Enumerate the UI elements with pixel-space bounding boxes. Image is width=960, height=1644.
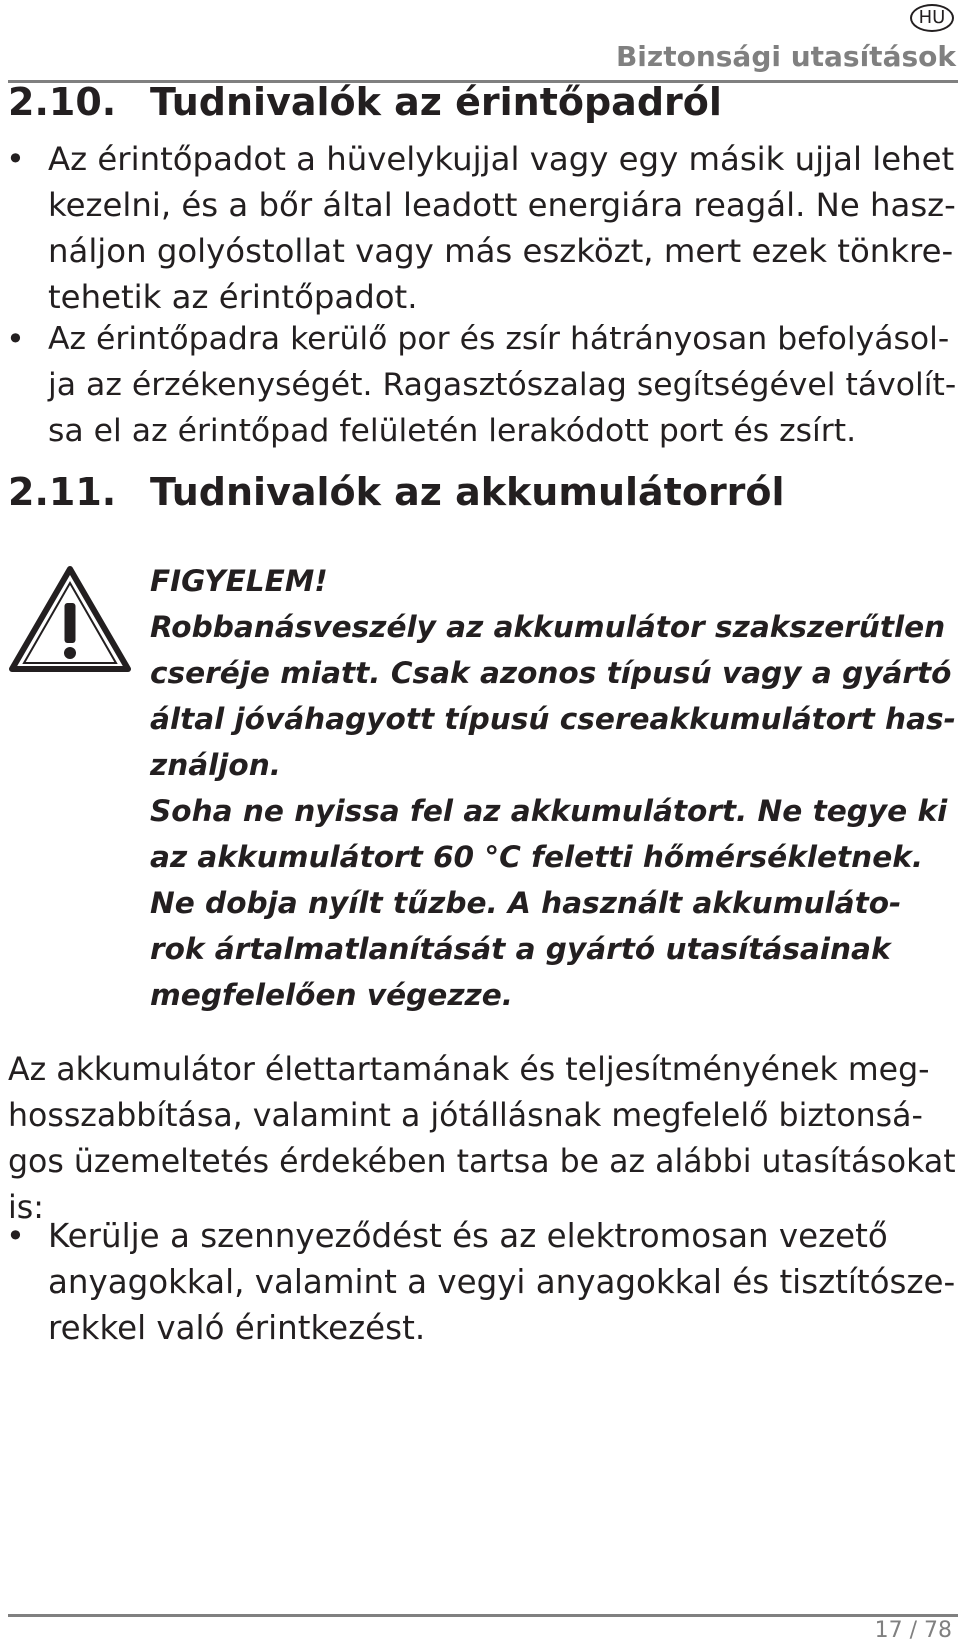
- bullet-icon: •: [6, 140, 25, 178]
- text-line: kezelni, és a bőr által leadott energiára reagál. Ne hasz-: [48, 186, 956, 224]
- page-number: 17 / 78: [874, 1618, 952, 1643]
- warning-line: megfelelően végezze.: [150, 978, 513, 1012]
- warning-line: cseréje miatt. Csak azonos típusú vagy a gyártó: [150, 656, 952, 690]
- text-line: náljon golyóstollat vagy más eszközt, mert ezek tönkre-: [48, 232, 954, 270]
- bullet-item-avoid-contamination: [48, 1213, 955, 1351]
- bullet-item-touchpad-usage: [48, 136, 956, 320]
- warning-label: FIGYELEM!: [150, 564, 328, 598]
- text-line: anyagokkal, valamint a vegyi anyagokkal és tisztítósze-: [48, 1263, 956, 1301]
- section-2-11-title: Tudnivalók az akkumulátorról: [150, 470, 785, 514]
- battery-warning-text: [150, 558, 956, 1018]
- battery-care-paragraph: [8, 1047, 956, 1231]
- text-line: sa el az érintőpad felületén lerakódott port és zsírt.: [48, 413, 857, 449]
- text-line: Kerülje a szennyeződést és az elektromosan vezető: [48, 1217, 888, 1255]
- text-line: gos üzemeltetés érdekében tartsa be az alábbi utasításokat: [8, 1144, 956, 1180]
- warning-triangle-icon: [8, 565, 132, 673]
- section-2-10-title: Tudnivalók az érintőpadról: [150, 80, 722, 124]
- warning-line: Ne dobja nyílt tűzbe. A használt akkumuláto-: [150, 886, 902, 920]
- footer-divider: [8, 1614, 958, 1617]
- warning-line: ználjon.: [150, 748, 281, 782]
- section-2-10-heading: [8, 80, 722, 124]
- text-line: rekkel való érintkezést.: [48, 1309, 426, 1347]
- bullet-icon: •: [6, 1217, 25, 1255]
- warning-line: Robbanásveszély az akkumulátor szakszerűtlen: [150, 610, 946, 644]
- bullet-icon: •: [6, 320, 25, 358]
- section-2-11-number: 2.11.: [8, 470, 117, 514]
- warning-line: az akkumulátort 60 °C feletti hőmérsékletnek.: [150, 840, 924, 874]
- warning-line: által jóváhagyott típusú csereakkumulátort has-: [150, 702, 956, 736]
- header-section-title: Biztonsági utasítások: [615, 40, 956, 73]
- language-badge: HU: [910, 4, 954, 32]
- text-line: Az érintőpadot a hüvelykujjal vagy egy másik ujjal lehet: [48, 140, 955, 178]
- warning-line: Soha ne nyissa fel az akkumulátort. Ne tegye ki: [150, 794, 948, 828]
- text-line: tehetik az érintőpadot.: [48, 278, 418, 316]
- section-2-11-heading: [8, 470, 785, 514]
- text-line: is:: [8, 1190, 44, 1226]
- bullet-item-touchpad-cleaning: [48, 316, 956, 454]
- section-2-10-number: 2.10.: [8, 80, 117, 124]
- warning-line: rok ártalmatlanítását a gyártó utasításainak: [150, 932, 891, 966]
- text-line: Az érintőpadra kerülő por és zsír hátrányosan befolyásol-: [48, 321, 950, 357]
- text-line: ja az érzékenységét. Ragasztószalag segítségével távolít-: [48, 367, 957, 403]
- text-line: Az akkumulátor élettartamának és teljesítményének meg-: [8, 1052, 930, 1088]
- text-line: hosszabbítása, valamint a jótállásnak megfelelő biztonsá-: [8, 1098, 923, 1134]
